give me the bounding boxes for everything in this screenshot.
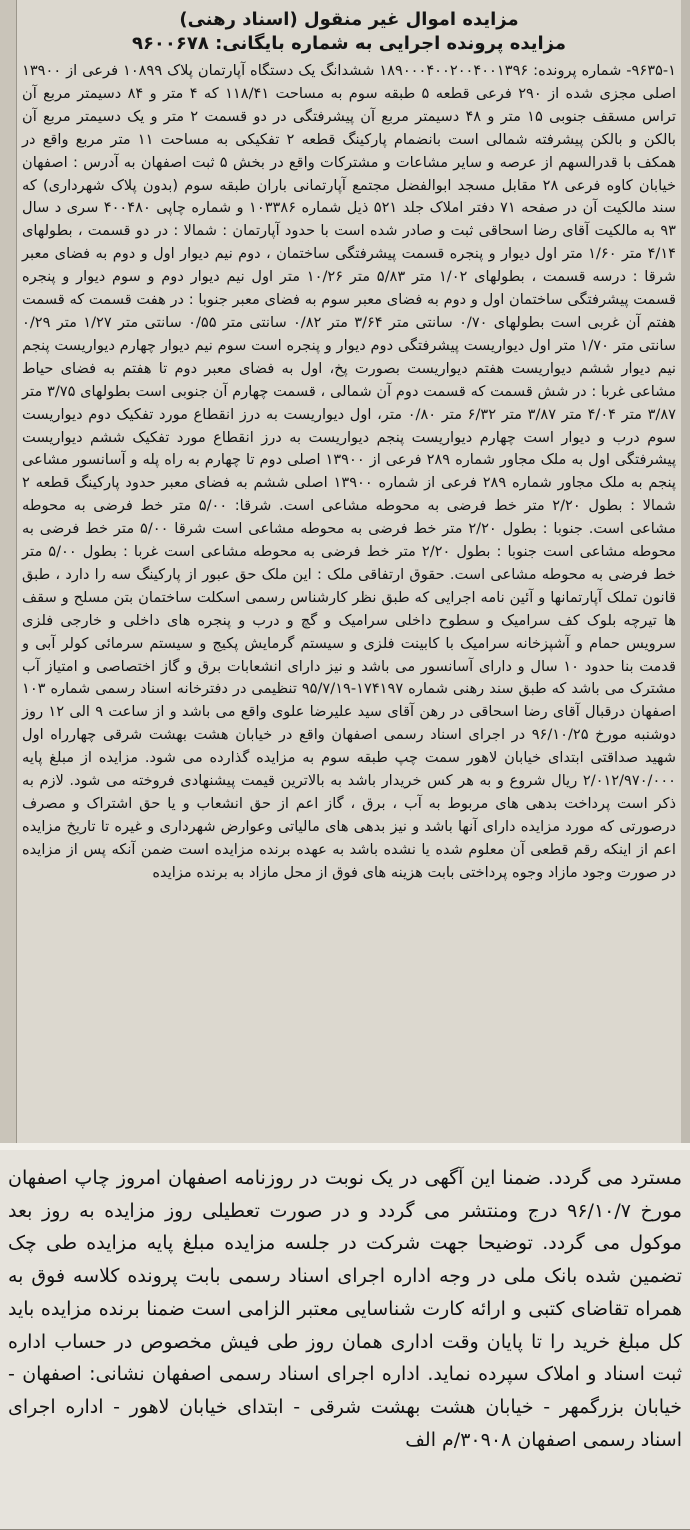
notice-subtitle: مزایده پرونده اجرایی به شماره بایگانی: ۹۶۰۰۶۷۸ — [131, 33, 567, 54]
notice-body-part2: مسترد می گردد. ضمنا این آگهی در یک نوبت در روزنامه اصفهان امروز چاپ اصفهان مورخ ۹۶/۱۰/۷ درج ومنتشر می گردد و در صورت تعطیلی روز مزایده به روز بعد موکول می گردد. توضیحا جهت شرکت در جلسه مزایده مبلغ پایه مزایده طی چک تضمین شده بانک ملی در وجه اداره اجرای اسناد رسمی بابت پرونده کلاسه فوق به همراه تقاضای کتبی و ارائه کارت شناسایی معتبر الزامی است ضمنا برنده مزایده باید کل مبلغ خرید را تا پایان وقت اداری همان روز طی فیش مخصوص در حساب اداره ثبت اسناد و املاک سپرده نماید. اداره اجرای اسناد رسمی اصفهان نشانی: اصفهان - خیابان بزرگمهر - خیابان هشت بهشت شرقی - ابتدای خیابان لاهور - اداره اجرای اسناد رسمی اصفهان ۳۰۹۰۸/م الف — [8, 1167, 682, 1451]
clipping-separator — [0, 1143, 690, 1150]
adjacent-column-fragment — [0, 0, 17, 1143]
page-edge — [681, 0, 690, 1143]
notice-body-part1: ۹۶۳۵-۱- شماره پرونده: ۱۸۹۰۰۰۴۰۰۲۰۰۴۰۰۱۳۹۶ ششدانگ یک دستگاه آپارتمان پلاک ۱۰۸۹۹ فرعی از ۱۳۹۰۰ اصلی مجزی شده از ۲۹۰ فرعی قطعه ۵ طبقه سوم به مساحت ۱۱۸/۴۱ که ۴ متر و ۸۴ دسیمتر مربع آن تراس مسقف جنوبی ۱۵ متر و ۴۸ دسیمتر مربع آن پیشرفتگی در دو قسمت ۲ متر و یک دسیمتر مربع آن بالکن و بالکن پیشرفته شمالی است بانضمام پارکینگ قطعه ۲ تفکیکی به مساحت ۱۱ متر مربع واقع در همکف با قدرالسهم از عرصه و سایر مشاعات و مشترکات واقع در بخش ۵ ثبت اصفهان به آدرس : اصفهان خیابان کاوه فرعی ۲۸ مقابل مسجد ابوالفضل مجتمع آپارتمانی باران طبقه سوم (بدون پلاک شهرداری) که سند مالکیت آن در صفحه ۷۱ دفتر املاک جلد ۵۲۱ ذیل شماره ۱۰۳۳۸۶ و شماره چاپی ۴۰۰۴۸۰ سری د سال ۹۳ به مالکیت آقای رضا اسحاقی ثبت و صادر شده است با حدود آپارتمان : شمالا : در دو قسمت ، بطولهای ۴/۱۴ متر ۱/۶۰ متر اول دیوار و پنجره قسمت پیشرفتگی ساختمان ، دوم نیم دیوار اول و دوم به فضای معبر شرقا : درسه قسمت ، بطولهای ۱/۰۲ متر ۵/۸۳ متر ۱۰/۲۶ متر اول نیم دیوار دوم و سوم دیوار و پنجره قسمت پیشرفتگی ساختمان اول و دوم به فضای معبر سوم به فضای معبر جنوبا : در هفت قسمت که قسمت هفتم آن غربی است بطولهای ۰/۷۰ سانتی متر ۳/۶۴ متر ۰/۸۲ سانتی متر ۰/۵۵ سانتی متر ۱/۲۷ متر ۰/۲۹ سانتی متر ۱/۷۰ متر اول دیواریست پیشرفتگی دوم دیوار و پنجره است سوم نیم دیوار چهارم دیواریست پنجم نیم دیوار ششم دیواریست هفتم دیواریست بصورت پخ، اول به فضای معبر دوم تا هفتم به فضای حیاط مشاعی غربا : در شش قسمت که قسمت دوم آن شمالی ، قسمت چهارم آن جنوبی است بطولهای ۳/۷۵ متر ۳/۸۷ متر ۴/۰۴ متر ۳/۸۷ متر ۶/۳۲ متر ۰/۸۰ متر، اول دیواریست به درز انقطاع مورد تفکیک دوم دیواریست سوم درب و دیوار است چهارم دیواریست پنجم دیواریست به درز انقطاع مورد تفکیک ششم دیواریست پیشرفتگی اول به ملک مجاور شماره ۲۸۹ فرعی از ۱۳۹۰۰ اصلی دوم تا چهارم به راه پله و آسانسور مشاعی پنجم به ملک مجاور شماره ۲۸۹ فرعی از شماره ۱۳۹۰۰ اصلی ششم به فضای معبر حدود پارکینگ قطعه ۲ شمالا : بطول ۲/۲۰ متر خط فرضی به محوطه مشاعی است. شرقا: ۵/۰۰ متر خط فرضی به محوطه مشاعی است. جنوبا : بطول ۲/۲۰ متر خط فرضی به محوطه مشاعی است شرقا ۵/۰۰ متر خط فرضی به محوطه مشاعی است جنوبا : بطول ۲/۲۰ متر خط فرضی به محوطه مشاعی است غربا : بطول ۵/۰۰ متر خط فرضی به محوطه مشاعی است. حقوق ارتفاقی ملک : این ملک حق عبور از پارکینگ سه را دارد ، طبق قانون تملک آپارتمانها و آئین نامه اجرایی که طبق نظر کارشناس رسمی اسکلت ساختمان بتن مسلح و سقف ها تیرچه بلوک کف سرامیک و سطوح داخلی سرامیک و گچ و درب و پنجره های داخلی و خارجی فلزی سرویس حمام و آشپزخانه سرامیک با کابینت فلزی و سیستم گرمایش پکیج و سیستم سرمائی کولر آبی و قدمت بنا حدود ۱۰ سال و دارای آسانسور می باشد و نیز دارای انشعابات برق و گاز اختصاصی و امتیاز آب مشترک می باشد که طبق سند رهنی شماره ۱۷۴۱۹۷-۹۵/۷/۱۹ تنظیمی در دفترخانه اسناد رسمی شماره ۱۰۳ اصفهان درقبال آقای رضا اسحاقی در رهن آقای سید علیرضا علوی واقع می باشد و از ساعت ۹ الی ۱۲ روز دوشنبه مورخ ۹۶/۱۰/۲۵ در اجرای اسناد رسمی اصفهان واقع در خیابان هشت بهشت شرقی چهارراه اول شهید صداقتی ابتدای خیابان لاهور سمت چپ طبقه سوم به مزایده گذارده می شود. مزایده از مبلغ پایه ۲/۰۱۲/۹۷۰/۰۰۰ ریال شروع و به هر کس خریدار باشد به بالاترین قیمت پیشنهادی فروخته می شود. لازم به ذکر است پرداخت بدهی های مربوط به آب ، برق ، گاز اعم از حق انشعاب و یا حق اشتراک و مصرف درصورتی که مورد مزایده دارای آنها باشد و نیز بدهی های مالیاتی وعوارض شهرداری و غیره تا تاریخ مزایده اعم از اینکه رقم قطعی آن معلوم شده یا نشده باشد به عهده برنده مزایده است ضمن آنکه پس از مزایده در صورت وجود مازاد وجوه پرداختی بابت هزینه های فوق از محل مازاد به برنده مزایده — [22, 62, 677, 881]
notice-clipping-continuation — [0, 1150, 690, 1530]
notice-title: مزایده اموال غیر منقول (اسناد رهنی) — [179, 9, 519, 30]
notice-column — [22, 8, 676, 885]
